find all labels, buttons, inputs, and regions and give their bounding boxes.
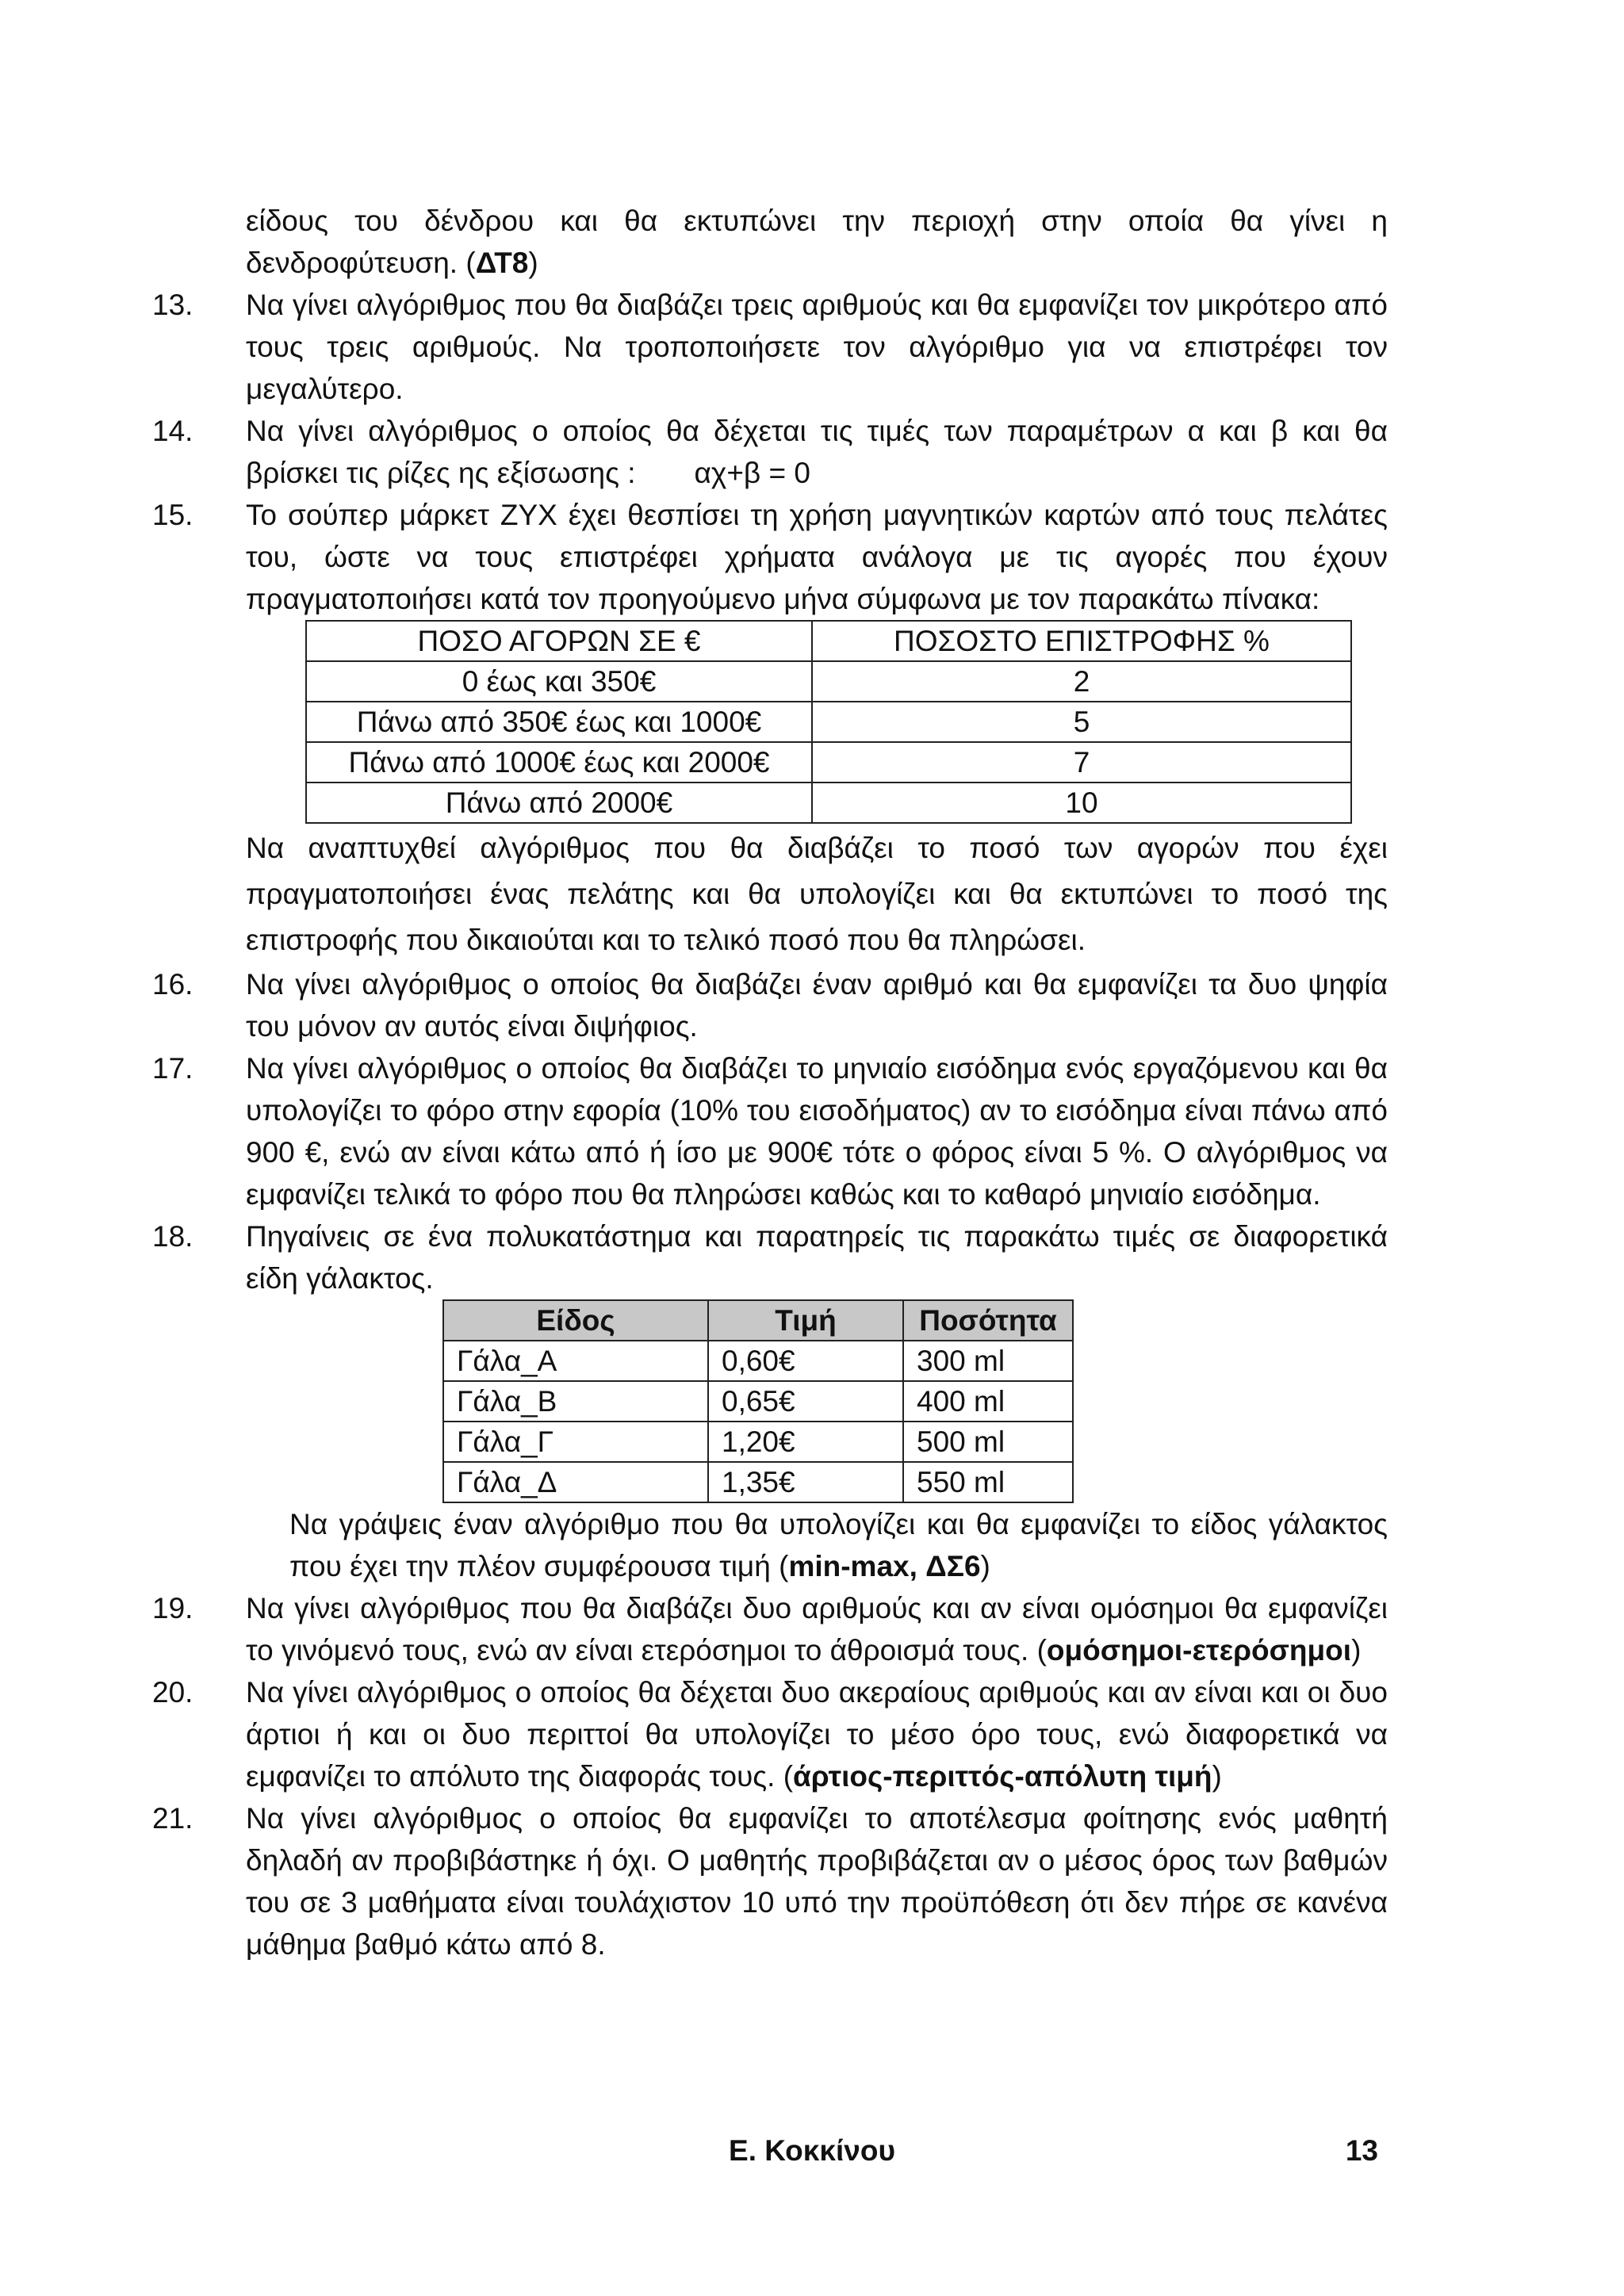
exercise-13-text: Να γίνει αλγόριθμος που θα διαβάζει τρεις αριθμούς και θα εμφανίζει τον μικρότερο από τους τρεις αριθμούς. Να τροποποιήσετε τον αλγόριθμο για να επιστρέφει τον μεγαλύτερο. (246, 289, 1388, 405)
exercise-20-tag: άρτιος-περιττός-απόλυτη τιμή (793, 1760, 1212, 1793)
table-header-cell: Ποσότητα (903, 1300, 1073, 1341)
table-cell: 550 ml (903, 1462, 1073, 1502)
table-row (443, 1341, 1073, 1381)
exercise-12-tag: ΔΤ8 (475, 247, 529, 279)
table-cell: 300 ml (903, 1341, 1073, 1381)
exercise-12-text: είδους του δένδρου και θα εκτυπώνει την περιοχή στην οποία θα γίνει η δενδροφύτευση. ( (246, 205, 1388, 279)
exercise-20 (152, 1671, 1388, 1797)
exercise-20-number: 20. (152, 1676, 193, 1709)
table-header-row (443, 1300, 1073, 1341)
table-cell: 0 έως και 350€ (306, 661, 812, 702)
table-header-cell: Είδος (443, 1300, 708, 1341)
table-cell: Γάλα_Γ (443, 1422, 708, 1462)
table-cell: 10 (812, 783, 1351, 823)
table-cell: 5 (812, 702, 1351, 742)
table-cell: Πάνω από 2000€ (306, 783, 812, 823)
table-cell: Πάνω από 350€ έως και 1000€ (306, 702, 812, 742)
table-row (306, 742, 1351, 783)
exercise-16-text: Να γίνει αλγόριθμος ο οποίος θα διαβάζει έναν αριθμό και θα εμφανίζει τα δυο ψηφία του μόνον αν αυτός είναι διψήφιος. (246, 968, 1388, 1043)
milk-table (442, 1299, 1074, 1503)
exercise-19-text: Να γίνει αλγόριθμος που θα διαβάζει δυο αριθμούς και αν είναι ομόσημοι θα εμφανίζει το γινόμενό τους, ενώ αν είναι ετερόσημοι το άθροισμά τους. ( (246, 1592, 1388, 1667)
table-header-cell: Τιμή (708, 1300, 903, 1341)
exercise-12-paren: ) (528, 247, 538, 279)
table-row (443, 1462, 1073, 1502)
exercise-16 (152, 963, 1388, 1047)
exercise-19-number: 19. (152, 1592, 193, 1624)
exercise-18-tag: min-max, ΔΣ6 (788, 1550, 981, 1582)
exercise-21 (152, 1797, 1388, 1965)
refund-table (305, 620, 1352, 824)
table-cell: 0,60€ (708, 1341, 903, 1381)
page-number: 13 (1345, 2134, 1378, 2167)
exercise-15-task: Να αναπτυχθεί αλγόριθμος που θα διαβάζει το ποσό των αγορών που έχει πραγματοποιήσει ένας πελάτης και θα υπολογίζει και θα εκτυπώνει το ποσό της επιστροφής που δικαιούται και το τελικό ποσό που θα πληρώσει. (246, 832, 1388, 956)
exercise-14-number: 14. (152, 415, 193, 447)
table-header-cell: ΠΟΣΟ ΑΓΟΡΩΝ ΣΕ € (306, 621, 812, 661)
table-row (443, 1381, 1073, 1422)
table-cell: 400 ml (903, 1381, 1073, 1422)
table-header-row (306, 621, 1351, 661)
exercise-18-task (246, 1503, 1388, 1587)
exercise-15-number: 15. (152, 499, 193, 531)
exercise-18-paren: ) (980, 1550, 990, 1582)
table-cell: 1,35€ (708, 1462, 903, 1502)
exercise-15 (152, 494, 1388, 620)
exercise-19-tag: ομόσημοι-ετερόσημοι (1046, 1634, 1352, 1667)
table-cell: 2 (812, 661, 1351, 702)
exercise-19 (152, 1587, 1388, 1671)
table-cell: 500 ml (903, 1422, 1073, 1462)
exercise-16-number: 16. (152, 968, 193, 1001)
page-body (152, 200, 1388, 1965)
exercise-17-number: 17. (152, 1052, 193, 1085)
exercise-14-equation: αχ+β = 0 (694, 457, 810, 489)
table-cell: 0,65€ (708, 1381, 903, 1422)
exercise-13-number: 13. (152, 289, 193, 321)
exercise-18-number: 18. (152, 1220, 193, 1253)
table-cell: Πάνω από 1000€ έως και 2000€ (306, 742, 812, 783)
table-header-cell: ΠΟΣΟΣΤΟ ΕΠΙΣΤΡΟΦΗΣ % (812, 621, 1351, 661)
table-cell: Γάλα_Β (443, 1381, 708, 1422)
table-row (306, 661, 1351, 702)
exercise-13 (152, 284, 1388, 410)
exercise-18-task-text: Να γράψεις έναν αλγόριθμο που θα υπολογίζει και θα εμφανίζει το είδος γάλακτος που έχει την πλέον συμφέρουσα τιμή ( (289, 1508, 1388, 1582)
exercise-12-continuation (246, 200, 1388, 284)
footer-author: Ε. Κοκκίνου (729, 2134, 895, 2167)
exercise-18 (152, 1215, 1388, 1299)
table-cell: Γάλα_Δ (443, 1462, 708, 1502)
exercise-21-number: 21. (152, 1802, 193, 1835)
exercise-17 (152, 1047, 1388, 1215)
exercise-21-text: Να γίνει αλγόριθμος ο οποίος θα εμφανίζει το αποτέλεσμα φοίτησης ενός μαθητή δηλαδή αν προβιβάστηκε ή όχι. Ο μαθητής προβιβάζεται αν ο μέσος όρος των βαθμών του σε 3 μαθήματα είναι τουλάχιστον 10 υπό την προϋπόθεση ότι δεν πήρε σε κανένα μάθημα βαθμό κάτω από 8. (246, 1802, 1388, 1961)
exercise-14-text: Να γίνει αλγόριθμος ο οποίος θα δέχεται τις τιμές των παραμέτρων α και β και θα βρίσκει τις ρίζες ης εξίσωσης : (246, 415, 1388, 489)
exercise-14 (152, 410, 1388, 494)
table-cell: 1,20€ (708, 1422, 903, 1462)
table-row (443, 1422, 1073, 1462)
exercise-18-text: Πηγαίνεις σε ένα πολυκατάστημα και παρατηρείς τις παρακάτω τιμές σε διαφορετικά είδη γάλακτος. (246, 1220, 1388, 1295)
exercise-17-text: Να γίνει αλγόριθμος ο οποίος θα διαβάζει το μηνιαίο εισόδημα ενός εργαζόμενου και θα υπολογίζει το φόρο στην εφορία (10% του εισοδήματος) αν το εισόδημα είναι πάνω από 900 €, ενώ αν είναι κάτω από ή ίσο με 900€ τότε ο φόρος είναι 5 %. Ο αλγόριθμος να εμφανίζει τελικά το φόρο που θα πληρώσει καθώς και το καθαρό μηνιαίο εισόδημα. (246, 1052, 1388, 1211)
table-cell: 7 (812, 742, 1351, 783)
exercise-20-text: Να γίνει αλγόριθμος ο οποίος θα δέχεται δυο ακεραίους αριθμούς και αν είναι και οι δυο άρτιοι ή και οι δυο περιττοί θα υπολογίζει το μέσο όρο τους, ενώ διαφορετικά να εμφανίζει το απόλυτο της διαφοράς τους. ( (246, 1676, 1388, 1793)
table-row (306, 783, 1351, 823)
exercise-20-paren: ) (1212, 1760, 1222, 1793)
exercise-19-paren: ) (1351, 1634, 1362, 1667)
exercise-15-text: Το σούπερ μάρκετ ΖΥΧ έχει θεσπίσει τη χρήση μαγνητικών καρτών από τους πελάτες του, ώστε να τους επιστρέφει χρήματα ανάλογα με τις αγορές που έχουν πραγματοποιήσει κατά τον προηγούμενο μήνα σύμφωνα με τον παρακάτω πίνακα: (246, 499, 1388, 615)
table-cell: Γάλα_Α (443, 1341, 708, 1381)
table-row (306, 702, 1351, 742)
